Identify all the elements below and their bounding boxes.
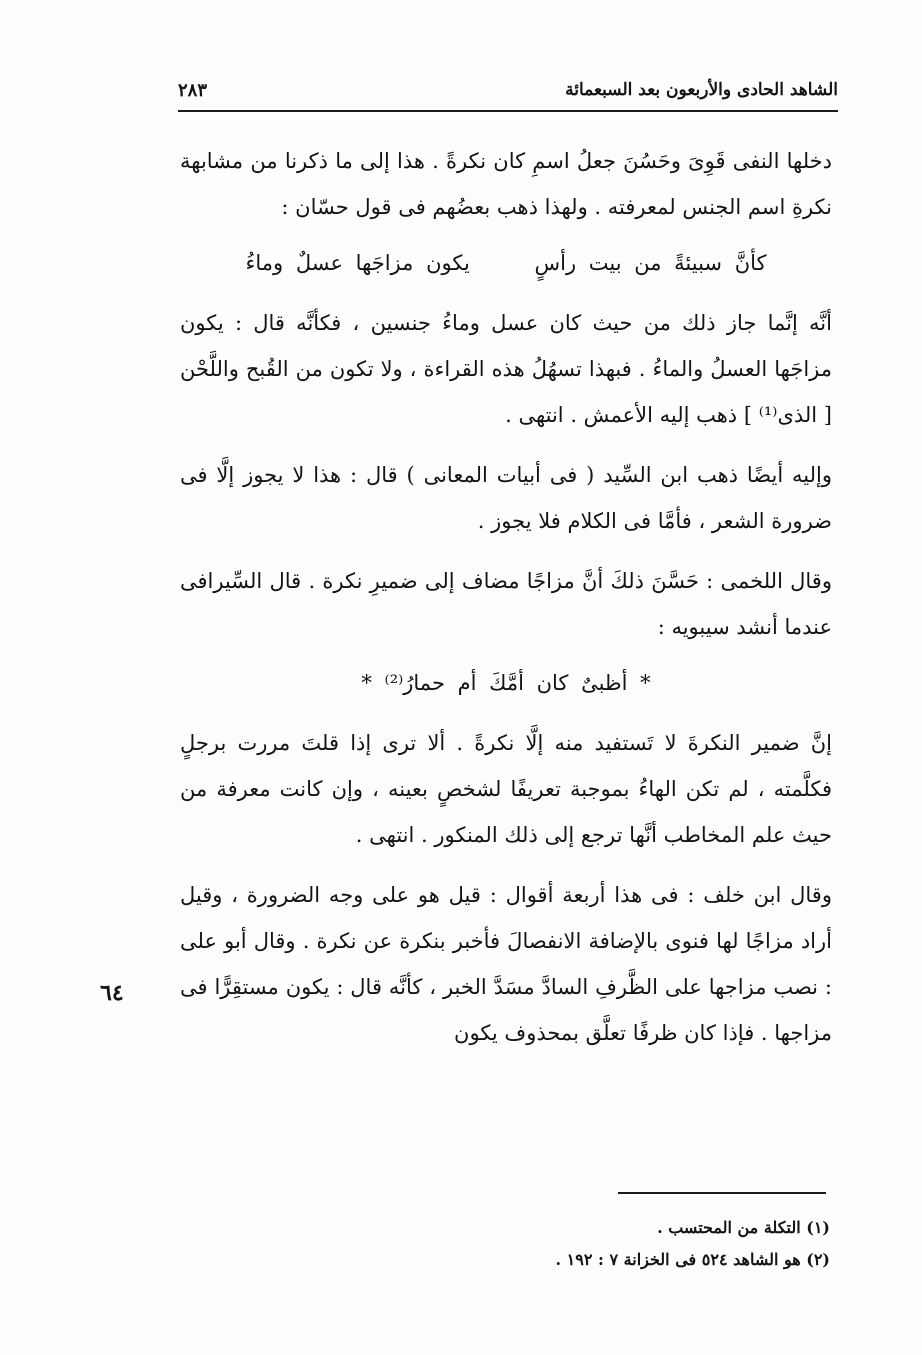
footnote: (١) التكلة من المحتسب . [657,1218,830,1237]
verse-line [180,240,832,286]
paragraph: وإليه أيضًا ذهب ابن السِّيد ( فى أبيات المعانى ) قال : هذا لا يجوز إلَّا فى ضرورة الشعر ، فأمَّا فى الكلام فلا يجوز . [180,463,832,533]
running-header [178,80,838,108]
main-text [180,138,832,1056]
paragraph: أنَّه إنَّما جاز ذلك من حيث كان عسل وماءُ جنسين ، فكأنَّه قال : يكون مزاجَها العسلُ والماءُ . فبهذا تسهُلُ هذه القراءة ، ولا تكون من القُبح واللَّحْن [ الذى⁽¹⁾ ] ذهب إليه الأعمش . انتهى . [180,311,832,427]
verse-quote: * أظبىٌ كان أمَّكَ أم حمارُ⁽²⁾ * [361,671,651,695]
footnote: (٢) هو الشاهد ٥٢٤ فى الخزانة ٧ : ١٩٢ . [555,1250,830,1269]
header-rule [178,110,838,112]
margin-number: ٦٤ [100,980,124,1006]
footnote-rule [618,1192,826,1194]
header-title: الشاهد الحادى والأربعون بعد السبعمائة [565,80,838,100]
paragraph: وقال ابن خلف : فى هذا أربعة أقوال : قيل هو على وجه الضرورة ، وقيل أراد مزاجًا لها فنوى بالإضافة الانفصالَ فأخبر بنكرة عن نكرة . وقال أبو على : نصب مزاجها على الظَّرفِ السادَّ مسَدَّ الخبر ، كأنَّه قال : يكون مستقِرًّا فى مزاجها . فإذا كان ظرفًا تعلَّق بمحذوف يكون [180,883,832,1045]
paragraph: وقال اللخمى : حَسَّنَ ذلكَ أنَّ مزاجًا مضاف إلى ضميرِ نكرة . قال السِّيرافى عندما أنشد سيبويه : [180,569,832,639]
paragraph: إنَّ ضمير النكرةَ لا تَستفيد منه إلَّا نكرةً . ألا ترى إذا قلتَ مررت برجلٍ فكلَّمته ، لم تكن الهاءُ بموجبة تعريفًا لشخصٍ بعينه ، وإن كانت معرفة من حيث علم المخاطب أنَّها ترجع إلى ذلك المنكور . انتهى . [180,731,832,847]
paragraph: دخلها النفى قَوِىَ وحَسُنَ جعلُ اسمِ كان نكرةً . هذا إلى ما ذكرنا من مشابهة نكرةِ اسم الجنس لمعرفته . ولهذا ذهب بعضُهم فى قول حسّان : [180,149,832,219]
verse-hemistich-second: يكون مزاجَها عسلٌ وماءُ [245,251,470,275]
footnotes [440,1212,830,1276]
verse-hemistich-first: كأنَّ سبيئةً من بيت رأسٍ [534,251,767,275]
verse-line [180,660,832,706]
page-number: ٢٨٣ [178,80,208,101]
